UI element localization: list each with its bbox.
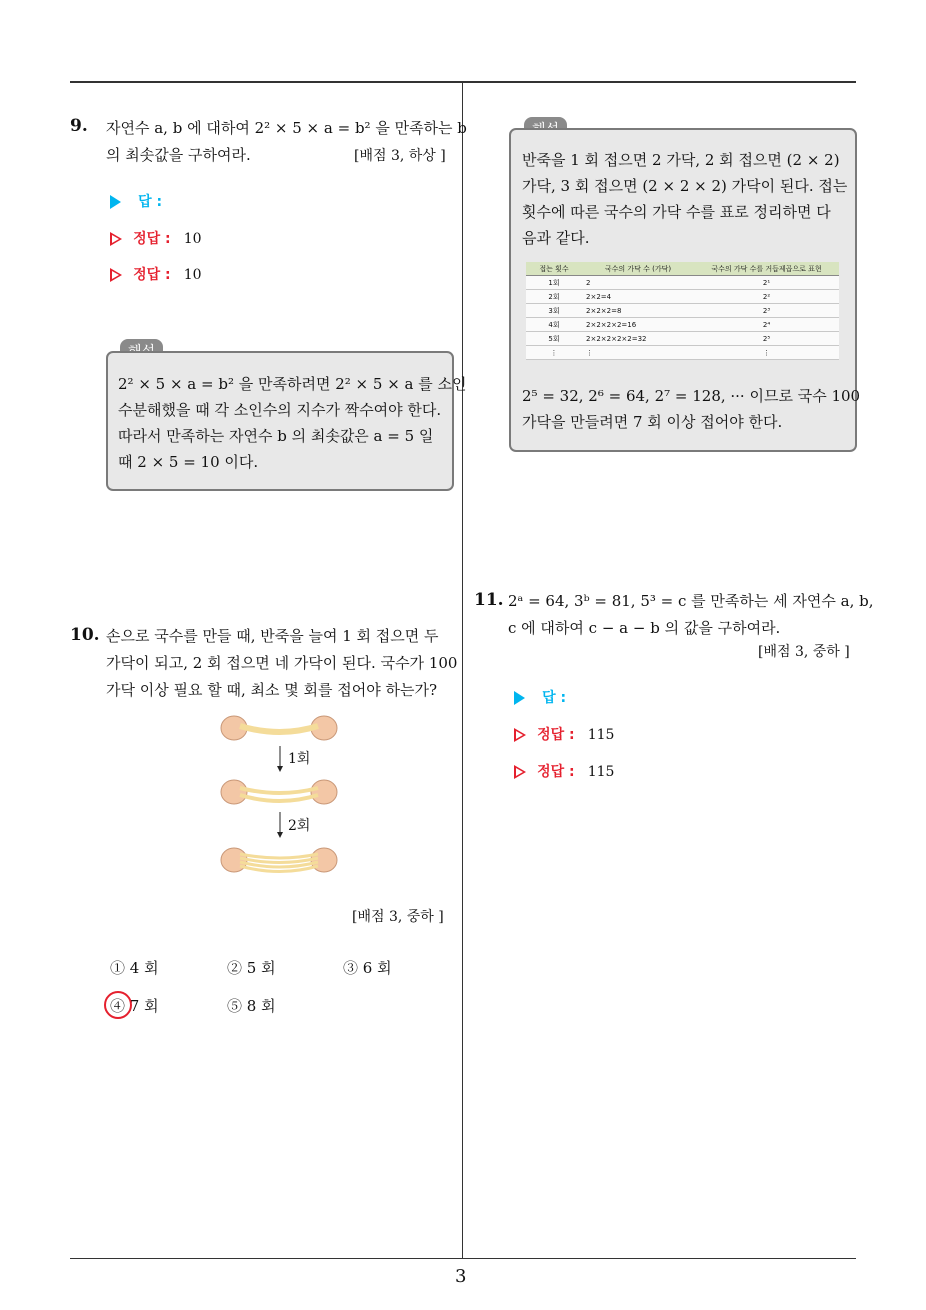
table-header: 국수의 가닥 수 (가닥) <box>582 262 694 276</box>
table-cell: 2×2×2×2×2=32 <box>582 332 694 346</box>
q9-correct-label: 정답 : <box>133 231 171 247</box>
table-cell: ⋮ <box>694 346 839 360</box>
figure-label-1: 1회 <box>288 751 311 767</box>
q10-text-line: 손으로 국수를 만들 때, 반죽을 늘여 1 회 접으면 두 <box>106 627 439 645</box>
table-cell: 1회 <box>526 276 582 290</box>
q9-explain-line: 2² × 5 × a = b² 을 만족하려면 2² × 5 × a 를 소인 <box>118 375 467 393</box>
play-triangle-icon <box>514 691 525 705</box>
q11-text-line2: c 에 대하여 c − a − b 의 값을 구하여라. <box>508 619 781 637</box>
table-cell: 2 <box>582 276 694 290</box>
q10-explain-line: 가닥, 3 회 접으면 (2 × 2 × 2) 가닥이 된다. 접는 <box>522 177 848 195</box>
q9-correct-label: 정답 : <box>133 267 171 283</box>
q9-score: [배점 3, 하상 ] <box>354 148 446 164</box>
column-divider <box>462 83 463 1259</box>
q10-text-line: 가닥이 되고, 2 회 접으면 네 가닥이 된다. 국수가 100 <box>106 654 458 672</box>
table-cell: ⋮ <box>582 346 694 360</box>
hands-stage-1 <box>221 780 337 804</box>
hands-stage-0 <box>221 716 337 740</box>
table-cell: 2³ <box>694 304 839 318</box>
table-header: 국수의 가닥 수를 거듭제곱으로 표현 <box>694 262 839 276</box>
choice-5[interactable]: ⑤ 8 회 <box>227 997 276 1015</box>
table-row <box>526 318 839 332</box>
q11-answer-row[interactable] <box>514 687 566 707</box>
hands-stage-2 <box>221 848 337 872</box>
q9-number: 9. <box>70 116 88 136</box>
q9-correct-row-1 <box>110 228 202 248</box>
q9-text-line2: 의 최솟값을 구하여라. <box>106 146 251 164</box>
noodle-folding-illustration <box>220 708 340 886</box>
figure-label-2: 2회 <box>288 818 311 834</box>
q9-explain-line: 수분해했을 때 각 소인수의 지수가 짝수여야 한다. <box>118 401 442 419</box>
table-cell: 2⁵ <box>694 332 839 346</box>
table-cell: 2⁴ <box>694 318 839 332</box>
q11-correct-label: 정답 : <box>537 764 575 780</box>
outline-triangle-icon <box>514 728 526 742</box>
selected-answer-circle <box>104 991 132 1019</box>
q11-correct-value: 115 <box>587 764 615 780</box>
table-cell: 5회 <box>526 332 582 346</box>
folding-table <box>526 262 839 360</box>
q9-answer-row[interactable] <box>110 191 162 211</box>
q11-score: [배점 3, 중하 ] <box>758 644 850 660</box>
outline-triangle-icon <box>110 232 122 246</box>
q9-text-line1: 자연수 a, b 에 대하여 2² × 5 × a = b² 을 만족하는 b <box>106 119 467 137</box>
table-cell: 3회 <box>526 304 582 318</box>
choice-3[interactable]: ③ 6 회 <box>343 959 392 977</box>
play-triangle-icon <box>110 195 121 209</box>
table-header: 접는 횟수 <box>526 262 582 276</box>
q11-correct-value: 115 <box>587 727 615 743</box>
table-cell: 2×2×2=8 <box>582 304 694 318</box>
table-header-row <box>526 262 839 276</box>
q9-explain-line: 때 2 × 5 = 10 이다. <box>118 453 259 471</box>
choice-4[interactable]: ④ 7 회 <box>110 997 159 1015</box>
q11-correct-row-1 <box>514 724 614 744</box>
q11-number: 11. <box>474 590 504 610</box>
table-cell: 2×2=4 <box>582 290 694 304</box>
top-rule <box>70 81 856 83</box>
page-number: 3 <box>455 1266 467 1287</box>
choice-2[interactable]: ② 5 회 <box>227 959 276 977</box>
table-row <box>526 276 839 290</box>
q10-explain-line: 음과 같다. <box>522 229 590 247</box>
table-cell: 2×2×2×2=16 <box>582 318 694 332</box>
q10-explain-line: 횟수에 따른 국수의 가닥 수를 표로 정리하면 다 <box>522 203 831 221</box>
q9-correct-value: 10 <box>183 267 202 283</box>
q10-score: [배점 3, 중하 ] <box>352 909 444 925</box>
q11-answer-label: 답 : <box>542 690 567 706</box>
table-cell: 2² <box>694 290 839 304</box>
choice-1[interactable]: ① 4 회 <box>110 959 159 977</box>
q11-text-line1: 2ᵃ = 64, 3ᵇ = 81, 5³ = c 를 만족하는 세 자연수 a, b, <box>508 592 874 610</box>
q9-correct-value: 10 <box>183 231 202 247</box>
q10-explain-after-line: 가닥을 만들려면 7 회 이상 접어야 한다. <box>522 413 783 431</box>
table-row <box>526 304 839 318</box>
q11-correct-row-2 <box>514 761 614 781</box>
q10-number: 10. <box>70 625 100 645</box>
q9-correct-row-2 <box>110 264 202 284</box>
table-row <box>526 346 839 360</box>
outline-triangle-icon <box>110 268 122 282</box>
q9-explain-line: 따라서 만족하는 자연수 b 의 최솟값은 a = 5 일 <box>118 427 434 445</box>
table-row <box>526 290 839 304</box>
table-cell: 4회 <box>526 318 582 332</box>
q10-explain-after-line: 2⁵ = 32, 2⁶ = 64, 2⁷ = 128, ··· 이므로 국수 100 <box>522 387 861 405</box>
q10-explain-line: 반죽을 1 회 접으면 2 가닥, 2 회 접으면 (2 × 2) <box>522 151 840 169</box>
table-cell: ⋮ <box>526 346 582 360</box>
bottom-rule <box>70 1258 856 1259</box>
q10-text-line: 가닥 이상 필요 할 때, 최소 몇 회를 접어야 하는가? <box>106 681 438 699</box>
table-row <box>526 332 839 346</box>
q9-answer-label: 답 : <box>138 194 163 210</box>
table-cell: 2회 <box>526 290 582 304</box>
outline-triangle-icon <box>514 765 526 779</box>
q11-correct-label: 정답 : <box>537 727 575 743</box>
table-cell: 2¹ <box>694 276 839 290</box>
